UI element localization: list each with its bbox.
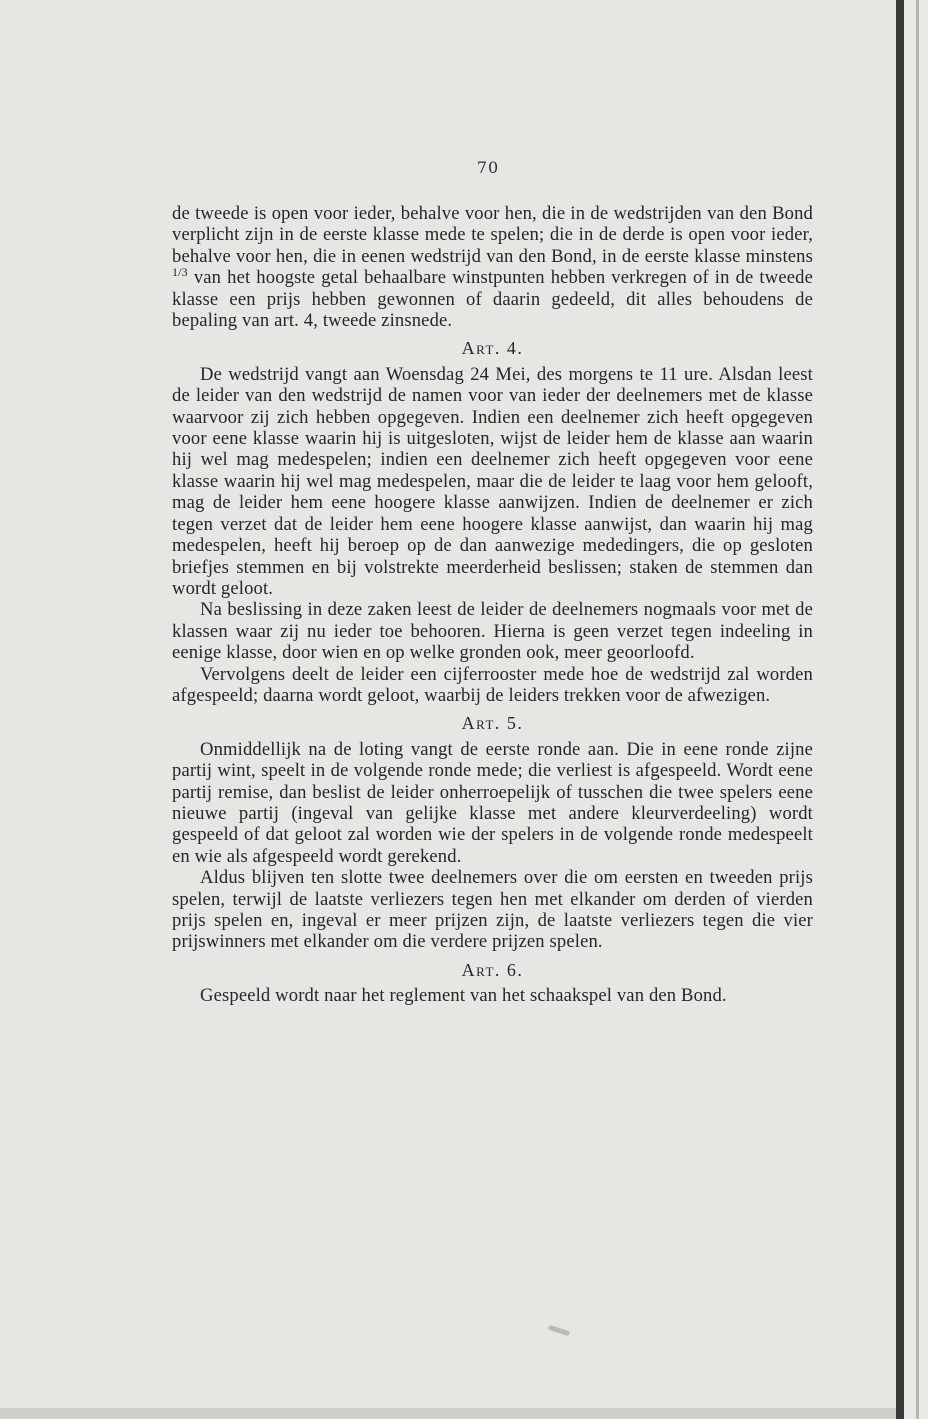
- page-number: 70: [476, 158, 500, 177]
- page-text: [172, 203, 813, 1007]
- article-6-paragraph-1: Gespeeld wordt naar het reglement van het schaakspel van den Bond.: [200, 985, 727, 1007]
- article-4-paragraph-1: De wedstrijd vangt aan Woensdag 24 Mei, des morgens te 11 ure. Alsdan leest de leider van den wedstrijd de namen voor van ieder der deelnemers met de klasse waarvoor zij zich hebben opgegeven. Indien een deelnemer zich heeft opgegeven voor eene klasse waarin hij is uitgesloten, wijst de leider hem de klasse aan waarin hij wel mag medespelen; indien een deelnemer zich heeft opgegeven voor eene klasse waarin hij wel mag medespelen, maar die de leider te laag voor hem gelooft, mag de leider hem eene hoogere klasse aanwijzen. Indien de deelnemer er zich tegen verzet dat de leider hem eene hoogere klasse aanwijst, dan waarin hij mag medespelen, heeft hij beroep op de dan aanwezige mededingers, die op gesloten briefjes stemmen en bij volstrekte meerderheid beslissen; staken de stemmen dan wordt geloot.: [172, 363, 813, 599]
- page-bottom-edge: [0, 1408, 896, 1419]
- article-4-heading: Art. 4.: [461, 338, 524, 359]
- page-edge-shadow: [896, 0, 904, 1419]
- article-5-paragraph-1: Onmiddellijk na de loting vangt de eerste ronde aan. Die in eene ronde zijne partij wint, speelt in de volgende ronde mede; die verliest is afgespeeld. Wordt eene partij remise, dan beslist de leider onherroepelijk of tusschen die twee spelers eene nieuwe partij (ingeval van gelijke klasse met andere kleurverdeeling) wordt gespeeld of dat geloot zal worden wie der spelers in de volgende ronde medespeelt en wie als afgespeeld wordt gerekend.: [172, 738, 813, 867]
- article-5-paragraph-2: Aldus blijven ten slotte twee deelnemers over die om eersten en tweeden prijs spelen, terwijl de laatste verliezers tegen hen met elkander om derden of vierden prijs spelen en, ingeval er meer prijzen zijn, de laatste verliezers tegen die vier prijswinners met elkander om die verdere prijzen spelen.: [172, 867, 813, 953]
- paragraph-text-part-1: de tweede is open voor ieder, behalve voor hen, die in de wedstrijden van den Bond verplicht zijn in de eerste klasse mede te spelen; die in de derde is open voor ieder, behalve voor hen, die in eenen wedstrijd van den Bond, in de eerste klasse minstens: [172, 203, 813, 267]
- article-4-paragraph-3: Vervolgens deelt de leider een cijferrooster mede hoe de wedstrijd zal worden afgespeeld; daarna wordt geloot, waarbij de leiders trekken voor de afwezigen.: [172, 663, 813, 706]
- fraction-one-third: 1/3: [172, 265, 188, 280]
- article-6-heading: Art. 6.: [461, 959, 524, 980]
- paragraph-text-part-2: van het hoogste getal behaalbare winstpunten hebben verkregen of in de tweede klasse een prijs hebben gewonnen of daarin gedeeld, dit alles behoudens de bepaling van art. 4, tweede zinsnede.: [172, 267, 813, 332]
- article-5-heading: Art. 5.: [461, 713, 524, 734]
- article-4-paragraph-2: Na beslissing in deze zaken leest de leider de deelnemers nogmaals voor met de klassen waar zij nu ieder toe behooren. Hierna is geen verzet tegen indeeling in eenige klasse, door wien en op welke gronden ook, meer geoorloofd.: [172, 599, 813, 664]
- page-edge-line: [916, 0, 919, 1419]
- paragraph-continuation: [172, 203, 813, 331]
